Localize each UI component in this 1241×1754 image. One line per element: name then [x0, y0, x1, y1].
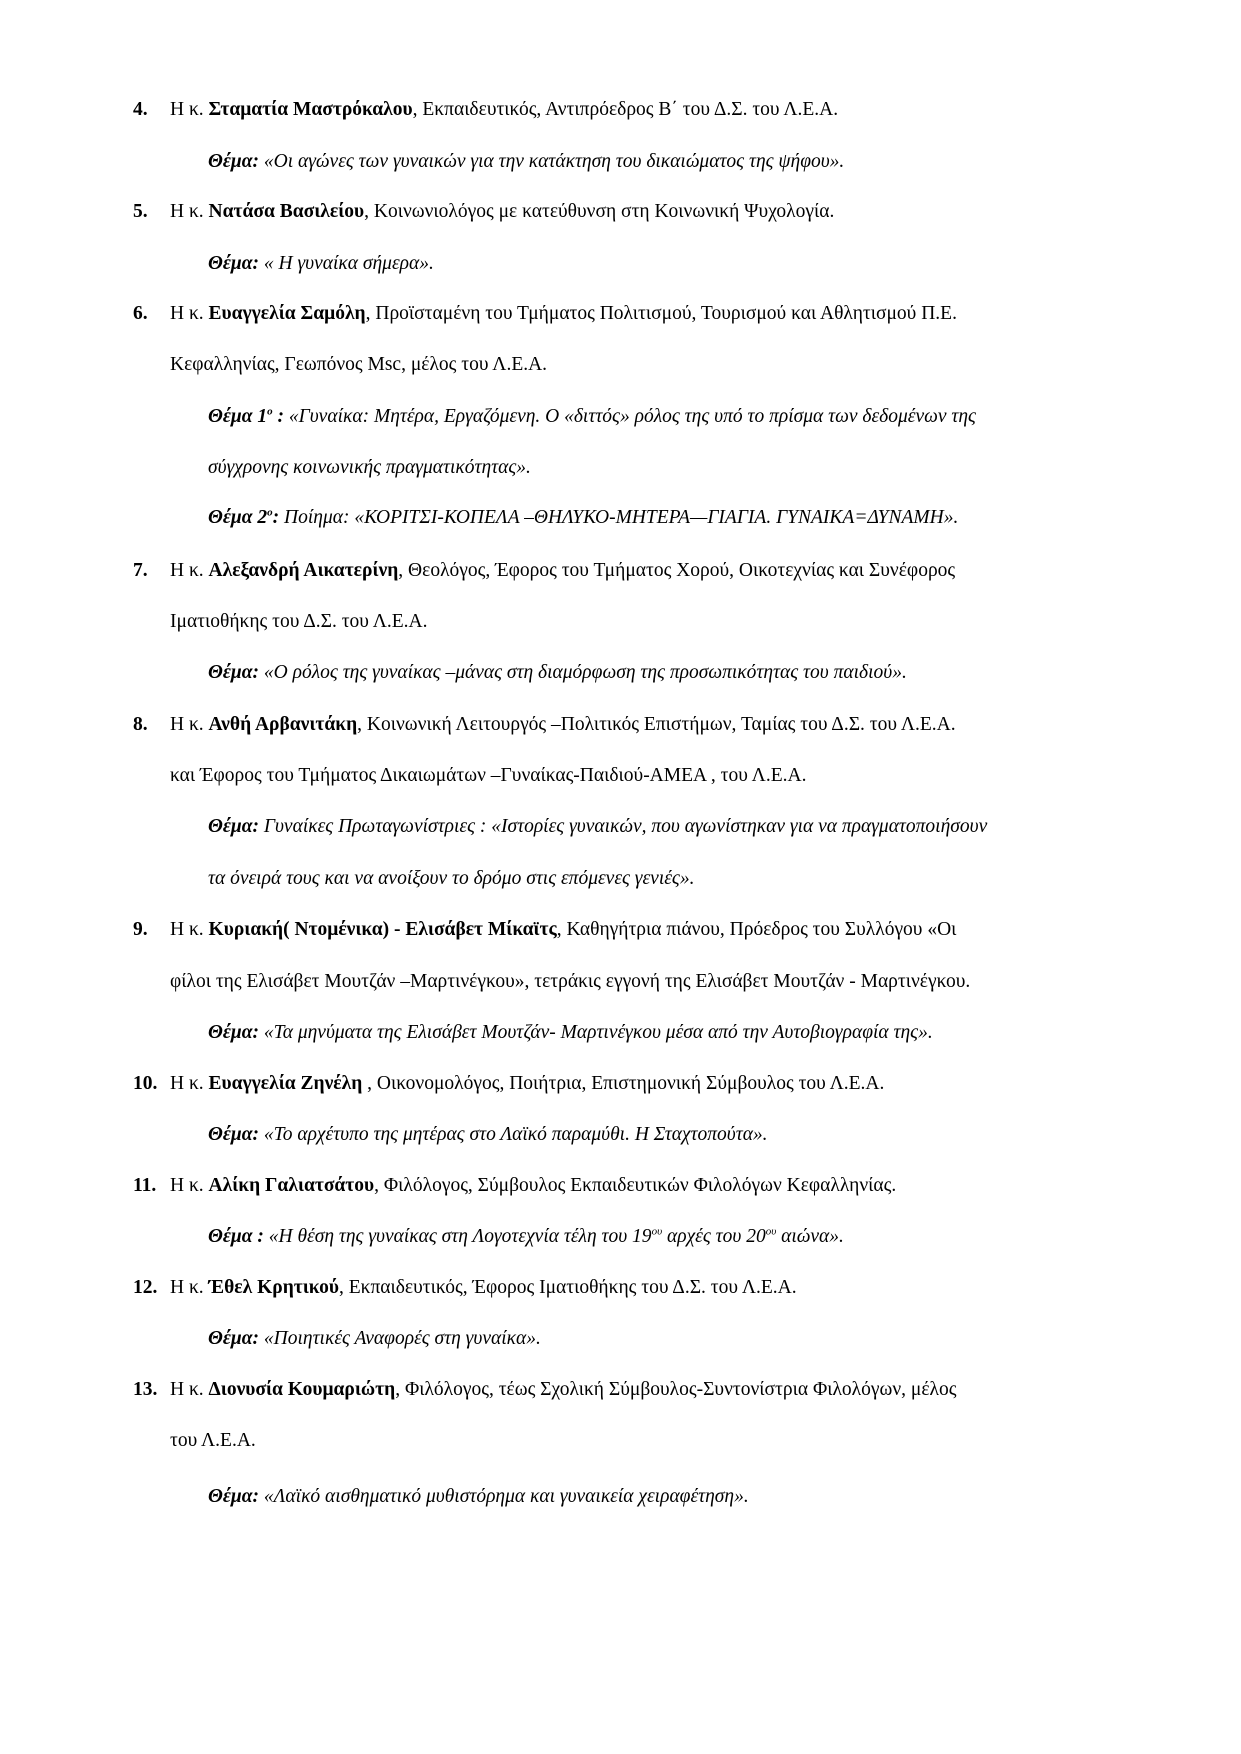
item-number: 6. — [133, 303, 148, 324]
theme-text: «Τα μηνύματα της Ελισάβετ Μουτζάν- Μαρτινέγκου μέσα από την Αυτοβιογραφία της». — [259, 1022, 933, 1043]
item-number: 13. — [133, 1379, 158, 1400]
honorific: Η κ. — [170, 1073, 209, 1094]
theme-text: αιώνα». — [776, 1226, 844, 1247]
theme-label — [208, 406, 284, 427]
theme-text: «Το αρχέτυπο της μητέρας στο Λαϊκό παραμύθι. Η Σταχτοπούτα». — [259, 1124, 768, 1145]
speaker-name: Ανθή Αρβανιτάκη — [208, 714, 358, 735]
theme-label: Θέμα : — [208, 1226, 264, 1247]
speaker-description: , Φιλόλογος, τέως Σχολική Σύμβουλος-Συντονίστρια Φιλολόγων, μέλος — [395, 1379, 957, 1400]
speaker-name: Αλίκη Γαλιατσάτου — [208, 1175, 375, 1196]
speaker-name: Αλεξανδρή Αικατερίνη — [208, 560, 399, 581]
item-theme — [208, 1225, 844, 1249]
honorific: Η κ. — [170, 714, 209, 735]
speaker-name: Διονυσία Κουμαριώτη — [208, 1379, 396, 1400]
theme-text: Γυναίκες Πρωταγωνίστριες : «Ιστορίες γυναικών, που αγωνίστηκαν για να πραγματοποιήσουν — [259, 816, 988, 837]
theme-text: « Η γυναίκα σήμερα». — [259, 253, 434, 274]
ordinal-superscript: ου — [765, 1225, 777, 1238]
item-speaker — [170, 302, 957, 326]
item-speaker — [170, 1378, 956, 1402]
speaker-name: Ευαγγελία Ζηνέλη — [208, 1073, 363, 1094]
theme-label: Θέμα: — [208, 151, 260, 172]
honorific: Η κ. — [170, 99, 209, 120]
honorific: Η κ. — [170, 1379, 209, 1400]
theme-text: «Γυναίκα: Μητέρα, Εργαζόμενη. Ο «διττός» ρόλος της υπό το πρίσμα των δεδομένων της — [284, 406, 976, 427]
speaker-name: Σταματία Μαστρόκαλου — [208, 99, 413, 120]
item-theme-2 — [208, 506, 958, 530]
speaker-description: , Προϊσταμένη του Τμήματος Πολιτισμού, Τουρισμού και Αθλητισμού Π.Ε. — [365, 303, 957, 324]
speaker-description-continued: του Λ.Ε.Α. — [170, 1430, 256, 1451]
theme-text: αρχές του 20 — [662, 1226, 766, 1247]
speaker-description-continued: Ιματιοθήκης του Δ.Σ. του Λ.Ε.Α. — [170, 611, 428, 632]
item-speaker — [170, 200, 834, 224]
item-speaker — [170, 1174, 896, 1198]
honorific: Η κ. — [170, 919, 209, 940]
honorific: Η κ. — [170, 1175, 209, 1196]
theme-text: Ποίημα: «ΚΟΡΙΤΣΙ-ΚΟΠΕΛΑ –ΘΗΛΥΚΟ-ΜΗΤΕΡΑ—ΓΙΑΓΙΑ. ΓΥΝΑΙΚΑ=ΔΥΝΑΜΗ». — [279, 507, 959, 528]
speaker-description: , Οικονομολόγος, Ποιήτρια, Επιστημονική Σύμβουλος του Λ.Ε.Α. — [362, 1073, 885, 1094]
speaker-description-continued: και Έφορος του Τμήματος Δικαιωμάτων –Γυναίκας-Παιδιού-ΑΜΕΑ , του Λ.Ε.Α. — [170, 765, 807, 786]
item-number: 12. — [133, 1277, 158, 1298]
speaker-description-continued: Κεφαλληνίας, Γεωπόνος Msc, μέλος του Λ.Ε.Α. — [170, 354, 548, 375]
item-speaker — [170, 713, 956, 737]
theme-label: Θέμα: — [208, 253, 260, 274]
honorific: Η κ. — [170, 560, 209, 581]
honorific: Η κ. — [170, 201, 209, 222]
item-speaker — [170, 559, 955, 583]
speaker-description-continued: φίλοι της Ελισάβετ Μουτζάν –Μαρτινέγκου», τετράκις εγγονή της Ελισάβετ Μουτζάν - Μαρτινέγκου. — [170, 971, 971, 992]
ordinal-superscript: ο — [267, 506, 273, 519]
theme-text: «Η θέση της γυναίκας στη Λογοτεχνία τέλη του 19 — [263, 1226, 652, 1247]
theme-label: Θέμα: — [208, 1328, 260, 1349]
speaker-name: Ευαγγελία Σαμόλη — [208, 303, 366, 324]
ordinal-superscript: ο — [267, 405, 273, 418]
theme-label-text: Θέμα 2 — [208, 507, 268, 528]
item-number: 5. — [133, 201, 148, 222]
theme-label: Θέμα: — [208, 1486, 260, 1507]
item-theme-1 — [208, 405, 976, 429]
honorific: Η κ. — [170, 303, 209, 324]
item-number: 7. — [133, 560, 148, 581]
speaker-name: Κρητικού — [257, 1277, 339, 1298]
item-speaker — [170, 1276, 797, 1300]
item-theme — [208, 1485, 749, 1509]
theme-text: «Οι αγώνες των γυναικών για την κατάκτηση του δικαιώματος της ψήφου». — [259, 151, 845, 172]
item-theme — [208, 150, 844, 174]
speaker-description: , Εκπαιδευτικός, Αντιπρόεδρος Β΄ του Δ.Σ. του Λ.Ε.Α. — [412, 99, 839, 120]
theme-label — [208, 507, 279, 528]
speaker-description: , Φιλόλογος, Σύμβουλος Εκπαιδευτικών Φιλολόγων Κεφαλληνίας. — [374, 1175, 897, 1196]
speaker-description: , Καθηγήτρια πιάνου, Πρόεδρος του Συλλόγου «Οι — [556, 919, 957, 940]
item-theme — [208, 661, 907, 685]
speaker-description: , Κοινωνιολόγος με κατεύθυνση στη Κοινωνική Ψυχολογία. — [364, 201, 835, 222]
item-theme — [208, 815, 987, 839]
theme-text: «Ο ρόλος της γυναίκας –μάνας στη διαμόρφωση της προσωπικότητας του παιδιού». — [259, 662, 907, 683]
speaker-description: , Εκπαιδευτικός, Έφορος Ιματιοθήκης του Δ.Σ. του Λ.Ε.Α. — [338, 1277, 797, 1298]
item-theme — [208, 252, 434, 276]
theme-text: «Ποιητικές Αναφορές στη γυναίκα». — [259, 1328, 541, 1349]
ordinal-superscript: ου — [651, 1225, 663, 1238]
honorific: Η κ. — [170, 1277, 209, 1298]
theme-label: Θέμα: — [208, 1022, 260, 1043]
theme-label: Θέμα: — [208, 816, 260, 837]
theme-label-colon: : — [272, 507, 280, 528]
speaker-name: Κυριακή( Ντομένικα) - Ελισάβετ Μίκαϊτς — [208, 919, 557, 940]
theme-label-colon: : — [272, 406, 285, 427]
theme-label-text: Θέμα 1 — [208, 406, 268, 427]
theme-label: Θέμα: — [208, 1124, 260, 1145]
item-number: 4. — [133, 99, 148, 120]
item-number: 8. — [133, 714, 148, 735]
item-theme-continued: τα όνειρά τους και να ανοίξουν το δρόμο στις επόμενες γενιές». — [208, 868, 695, 889]
item-number: 10. — [133, 1073, 158, 1094]
item-theme — [208, 1327, 541, 1351]
speaker-name: Νατάσα Βασιλείου — [208, 201, 365, 222]
item-number: 9. — [133, 919, 148, 940]
item-theme — [208, 1123, 768, 1147]
speaker-first-name: Έθελ — [208, 1277, 258, 1298]
item-speaker — [170, 98, 838, 122]
speaker-description: , Θεολόγος, Έφορος του Τμήματος Χορού, Οικοτεχνίας και Συνέφορος — [398, 560, 956, 581]
speaker-description: , Κοινωνική Λειτουργός –Πολιτικός Επιστήμων, Ταμίας του Δ.Σ. του Λ.Ε.Α. — [357, 714, 956, 735]
item-speaker — [170, 918, 956, 942]
item-number: 11. — [133, 1175, 157, 1196]
theme-text: «Λαϊκό αισθηματικό μυθιστόρημα και γυναικεία χειραφέτηση». — [259, 1486, 749, 1507]
item-theme-1-continued: σύγχρονης κοινωνικής πραγματικότητας». — [208, 457, 531, 478]
theme-label: Θέμα: — [208, 662, 260, 683]
item-speaker — [170, 1072, 884, 1096]
item-theme — [208, 1021, 933, 1045]
